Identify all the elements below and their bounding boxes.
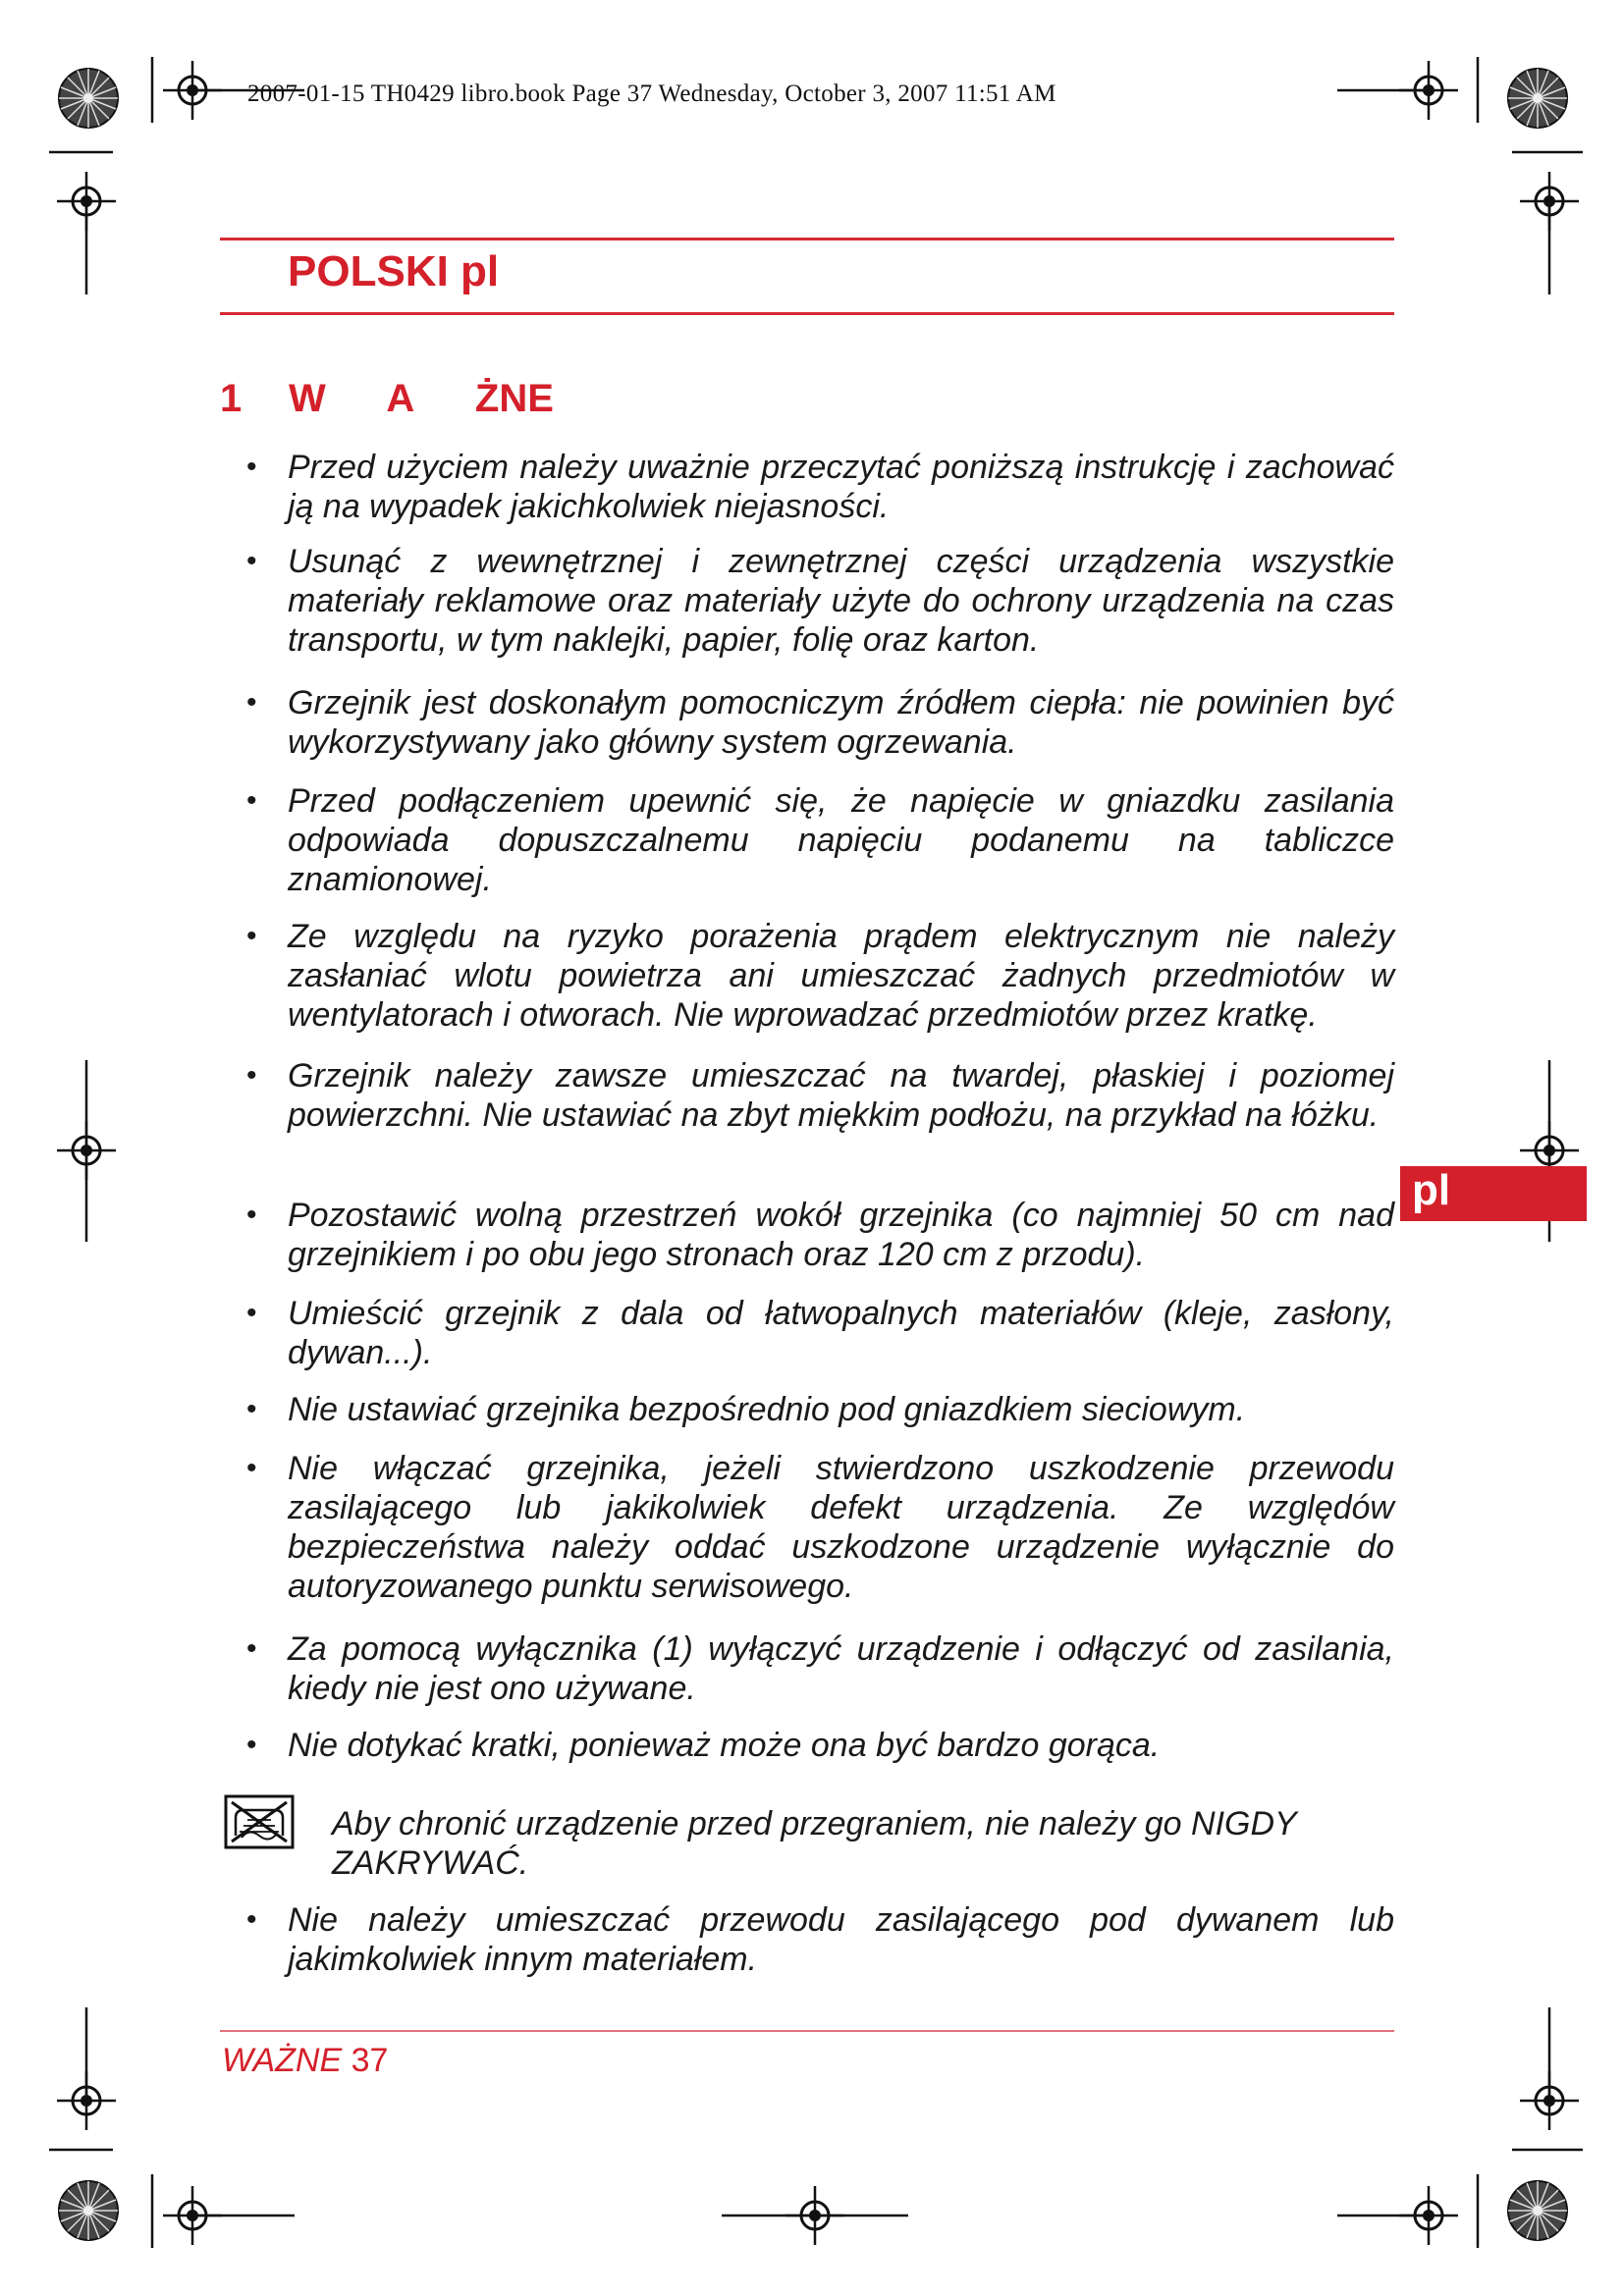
bullet-icon: • <box>246 1903 257 1936</box>
list-item: • Nie należy umieszczać przewodu zasilającego pod dywanem lub jakimkolwiek innym materiałem. <box>246 1901 1394 1978</box>
bullet-icon: • <box>246 920 257 952</box>
list-item: • Usunąć z wewnętrznej i zewnętrznej części urządzenia wszystkie materiały reklamowe oraz materiały użyte do ochrony urządzenia na czas transportu, w tym naklejki, papier, folię oraz karton. <box>246 543 1394 659</box>
section-heading <box>220 377 554 421</box>
registration-crosshair-icon <box>57 1121 116 1180</box>
bullet-icon: • <box>246 451 257 483</box>
registration-crosshair-icon <box>1520 2071 1579 2130</box>
bullet-icon: • <box>246 1199 257 1231</box>
title-rule-top <box>220 238 1394 240</box>
language-tab <box>1400 1166 1587 1221</box>
page-footer <box>222 2042 388 2080</box>
section-number: 1 <box>220 377 243 420</box>
list-item: • Pozostawić wolną przestrzeń wokół grzejnika (co najmniej 50 cm nad grzejnikiem i po obu jego stronach oraz 120 cm z przodu). <box>246 1197 1394 1273</box>
registration-crosshair-icon <box>1399 61 1458 120</box>
registration-rosette-icon <box>59 69 118 128</box>
list-item: • Za pomocą wyłącznika (1) wyłączyć urządzenie i odłączyć od zasilania, kiedy nie jest ono używane. <box>246 1630 1394 1707</box>
print-header: 2007-01-15 TH0429 libro.book Page 37 Wednesday, October 3, 2007 11:51 AM <box>247 80 1056 107</box>
footer-rule <box>220 2030 1394 2032</box>
warning-note: Aby chronić urządzenie przed przegraniem, nie należy go NIGDY ZAKRYWAĆ. <box>332 1805 1297 1882</box>
bullet-icon: • <box>246 545 257 577</box>
do-not-cover-icon <box>222 1792 297 1851</box>
bullet-icon: • <box>246 1632 257 1665</box>
bullet-icon: • <box>246 1729 257 1761</box>
registration-crosshair-icon <box>1399 2186 1458 2245</box>
language-tab-label: pl <box>1412 1166 1451 1214</box>
registration-rosette-icon <box>1508 69 1567 128</box>
registration-rosette-icon <box>59 2181 118 2240</box>
bullet-icon: • <box>246 1393 257 1425</box>
list-item: • Ze względu na ryzyko porażenia prądem elektrycznym nie należy zasłaniać wlotu powietrza ani umieszczać żadnych przedmiotów w wentylatorach i otworach. Nie wprowadzać przedmiotów przez kratkę. <box>246 918 1394 1034</box>
list-item: • Nie dotykać kratki, ponieważ może ona być bardzo gorąca. <box>246 1727 1161 1764</box>
registration-rosette-icon <box>1508 2181 1567 2240</box>
list-item: • Przed podłączeniem upewnić się, że napięcie w gniazdku zasilania odpowiada dopuszczalnemu napięciu podanemu na tabliczce znamionowej. <box>246 782 1394 898</box>
registration-crosshair-icon <box>785 2186 844 2245</box>
registration-crosshair-icon <box>57 2071 116 2130</box>
bullet-icon: • <box>246 1059 257 1092</box>
bullet-icon: • <box>246 686 257 719</box>
list-item: • Grzejnik jest doskonałym pomocniczym źródłem ciepła: nie powinien być wykorzystywany jako główny system ogrzewania. <box>246 684 1394 761</box>
list-item: • Nie ustawiać grzejnika bezpośrednio pod gniazdkiem sieciowym. <box>246 1391 1246 1428</box>
bullet-icon: • <box>246 1452 257 1484</box>
page-title: POLSKI pl <box>288 247 500 295</box>
list-item: • Umieścić grzejnik z dala od łatwopalnych materiałów (kleje, zasłony, dywan...). <box>246 1295 1394 1371</box>
footer-section-label: WAŻNE <box>222 2042 343 2079</box>
bullet-icon: • <box>246 1297 257 1329</box>
section-title: W A ŻNE <box>289 377 554 420</box>
page-number: 37 <box>351 2042 389 2079</box>
list-item: • Nie włączać grzejnika, jeżeli stwierdzono uszkodzenie przewodu zasilającego lub jakikolwiek defekt urządzenia. Ze względów bezpieczeństwa należy oddać uszkodzone urządzenie wyłącznie do autoryzowanego punktu serwisowego. <box>246 1450 1394 1605</box>
list-item: • Grzejnik należy zawsze umieszczać na twardej, płaskiej i poziomej powierzchni. Nie ustawiać na zbyt miękkim podłożu, na przykład na łóżku. <box>246 1057 1394 1134</box>
title-rule-bottom <box>220 312 1394 315</box>
bullet-icon: • <box>246 784 257 817</box>
list-item: • Przed użyciem należy uważnie przeczytać poniższą instrukcję i zachować ją na wypadek jakichkolwiek niejasności. <box>246 449 1394 525</box>
